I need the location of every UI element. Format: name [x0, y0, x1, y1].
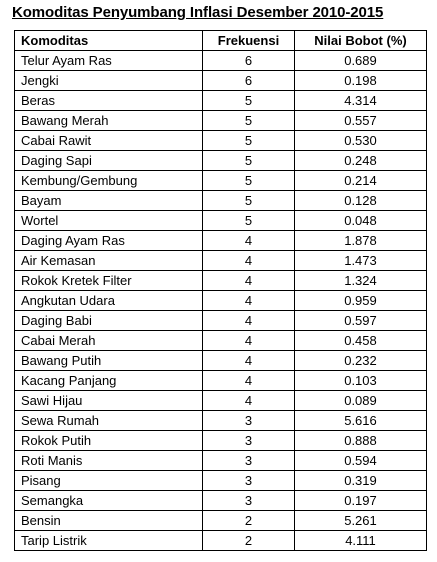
- table-row: [15, 331, 427, 351]
- cell-frekuensi: 4: [203, 231, 295, 251]
- cell-nilai-bobot: 1.324: [295, 271, 427, 291]
- cell-komoditas: Cabai Merah: [15, 331, 203, 351]
- cell-nilai-bobot: 0.128: [295, 191, 427, 211]
- table-row: [15, 471, 427, 491]
- cell-nilai-bobot: 0.597: [295, 311, 427, 331]
- cell-nilai-bobot: 4.111: [295, 531, 427, 551]
- cell-komoditas: Angkutan Udara: [15, 291, 203, 311]
- table-row: [15, 271, 427, 291]
- cell-komoditas: Bensin: [15, 511, 203, 531]
- cell-komoditas: Telur Ayam Ras: [15, 51, 203, 71]
- cell-frekuensi: 6: [203, 51, 295, 71]
- table-row: [15, 491, 427, 511]
- cell-nilai-bobot: 5.261: [295, 511, 427, 531]
- cell-frekuensi: 3: [203, 411, 295, 431]
- cell-komoditas: Daging Babi: [15, 311, 203, 331]
- cell-komoditas: Kembung/Gembung: [15, 171, 203, 191]
- cell-nilai-bobot: 0.959: [295, 291, 427, 311]
- cell-frekuensi: 5: [203, 111, 295, 131]
- cell-frekuensi: 5: [203, 91, 295, 111]
- table-row: [15, 251, 427, 271]
- cell-komoditas: Cabai Rawit: [15, 131, 203, 151]
- cell-frekuensi: 4: [203, 311, 295, 331]
- table-row: [15, 511, 427, 531]
- table-row: [15, 171, 427, 191]
- cell-komoditas: Daging Sapi: [15, 151, 203, 171]
- cell-frekuensi: 5: [203, 151, 295, 171]
- cell-frekuensi: 3: [203, 471, 295, 491]
- table-row: [15, 391, 427, 411]
- cell-nilai-bobot: 0.594: [295, 451, 427, 471]
- table-row: [15, 351, 427, 371]
- cell-frekuensi: 3: [203, 451, 295, 471]
- cell-frekuensi: 2: [203, 531, 295, 551]
- cell-nilai-bobot: 0.689: [295, 51, 427, 71]
- cell-komoditas: Roti Manis: [15, 451, 203, 471]
- table-row: [15, 231, 427, 251]
- cell-nilai-bobot: 0.530: [295, 131, 427, 151]
- cell-frekuensi: 5: [203, 211, 295, 231]
- cell-komoditas: Daging Ayam Ras: [15, 231, 203, 251]
- cell-frekuensi: 4: [203, 331, 295, 351]
- table-row: [15, 51, 427, 71]
- cell-nilai-bobot: 1.473: [295, 251, 427, 271]
- cell-komoditas: Wortel: [15, 211, 203, 231]
- cell-komoditas: Semangka: [15, 491, 203, 511]
- cell-frekuensi: 4: [203, 291, 295, 311]
- table-body: [15, 51, 427, 551]
- header-komoditas: Komoditas: [15, 31, 203, 51]
- table-row: [15, 91, 427, 111]
- cell-nilai-bobot: 0.232: [295, 351, 427, 371]
- cell-frekuensi: 4: [203, 371, 295, 391]
- cell-komoditas: Rokok Putih: [15, 431, 203, 451]
- cell-komoditas: Air Kemasan: [15, 251, 203, 271]
- cell-komoditas: Tarip Listrik: [15, 531, 203, 551]
- cell-nilai-bobot: 0.198: [295, 71, 427, 91]
- table-row: [15, 191, 427, 211]
- cell-nilai-bobot: 0.197: [295, 491, 427, 511]
- header-nilai-bobot: Nilai Bobot (%): [295, 31, 427, 51]
- cell-komoditas: Sewa Rumah: [15, 411, 203, 431]
- cell-frekuensi: 5: [203, 191, 295, 211]
- cell-nilai-bobot: 5.616: [295, 411, 427, 431]
- table-row: [15, 111, 427, 131]
- cell-komoditas: Rokok Kretek Filter: [15, 271, 203, 291]
- cell-nilai-bobot: 0.888: [295, 431, 427, 451]
- cell-nilai-bobot: 0.557: [295, 111, 427, 131]
- table-row: [15, 151, 427, 171]
- table-row: [15, 451, 427, 471]
- cell-komoditas: Bayam: [15, 191, 203, 211]
- cell-komoditas: Pisang: [15, 471, 203, 491]
- cell-frekuensi: 3: [203, 431, 295, 451]
- cell-nilai-bobot: 1.878: [295, 231, 427, 251]
- table-row: [15, 311, 427, 331]
- cell-komoditas: Jengki: [15, 71, 203, 91]
- cell-frekuensi: 4: [203, 251, 295, 271]
- cell-nilai-bobot: 0.319: [295, 471, 427, 491]
- cell-nilai-bobot: 4.314: [295, 91, 427, 111]
- commodity-table: [14, 30, 427, 551]
- table-row: [15, 71, 427, 91]
- table-row: [15, 531, 427, 551]
- table-row: [15, 131, 427, 151]
- cell-frekuensi: 3: [203, 491, 295, 511]
- cell-nilai-bobot: 0.458: [295, 331, 427, 351]
- cell-frekuensi: 5: [203, 131, 295, 151]
- table-header-row: [15, 31, 427, 51]
- table-row: [15, 411, 427, 431]
- cell-frekuensi: 2: [203, 511, 295, 531]
- cell-frekuensi: 6: [203, 71, 295, 91]
- cell-nilai-bobot: 0.048: [295, 211, 427, 231]
- table-row: [15, 371, 427, 391]
- table-row: [15, 211, 427, 231]
- cell-nilai-bobot: 0.103: [295, 371, 427, 391]
- header-frekuensi: Frekuensi: [203, 31, 295, 51]
- cell-frekuensi: 4: [203, 271, 295, 291]
- cell-nilai-bobot: 0.248: [295, 151, 427, 171]
- cell-komoditas: Sawi Hijau: [15, 391, 203, 411]
- cell-frekuensi: 5: [203, 171, 295, 191]
- cell-nilai-bobot: 0.089: [295, 391, 427, 411]
- cell-komoditas: Bawang Putih: [15, 351, 203, 371]
- cell-komoditas: Beras: [15, 91, 203, 111]
- table-row: [15, 431, 427, 451]
- cell-komoditas: Bawang Merah: [15, 111, 203, 131]
- cell-frekuensi: 4: [203, 391, 295, 411]
- cell-komoditas: Kacang Panjang: [15, 371, 203, 391]
- cell-nilai-bobot: 0.214: [295, 171, 427, 191]
- table-row: [15, 291, 427, 311]
- document-title: Komoditas Penyumbang Inflasi Desember 2010-2015: [12, 4, 384, 21]
- cell-frekuensi: 4: [203, 351, 295, 371]
